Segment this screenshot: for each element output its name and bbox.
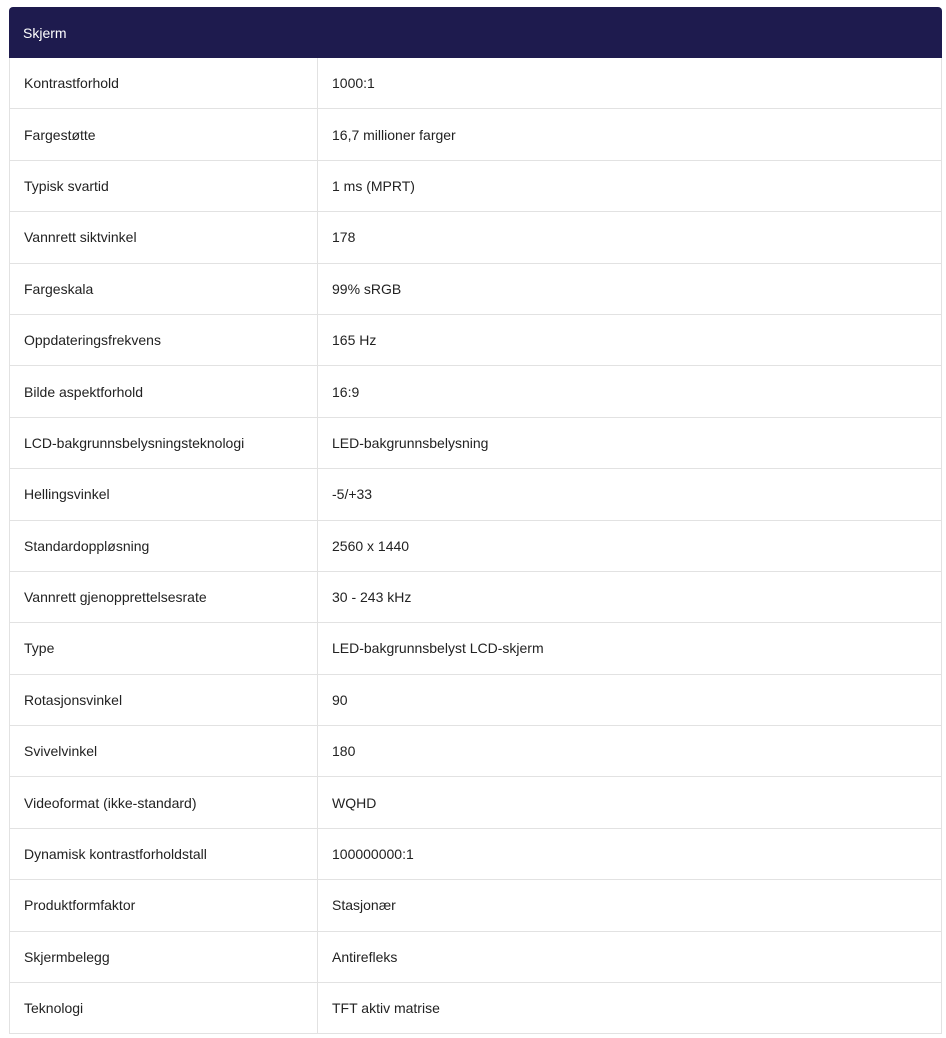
spec-row [10,212,941,263]
spec-label: Produktformfaktor [10,880,318,930]
spec-label: Fargestøtte [10,109,318,159]
spec-value: 178 [332,229,356,246]
spec-value: TFT aktiv matrise [332,1000,440,1017]
spec-label: Kontrastforhold [10,58,318,108]
spec-label: Type [10,623,318,673]
spec-label: Dynamisk kontrastforholdstall [10,829,318,879]
spec-label: Teknologi [10,983,318,1033]
spec-label: Bilde aspektforhold [10,366,318,416]
spec-value: 100000000:1 [332,846,414,863]
spec-label: Typisk svartid [10,161,318,211]
spec-row [10,675,941,726]
spec-row [10,880,941,931]
spec-section-title: Skjerm [23,24,67,41]
spec-table [9,7,942,1034]
spec-value: 2560 x 1440 [332,537,410,554]
spec-value: 16:9 [332,383,360,400]
spec-value: 90 [332,691,348,708]
spec-label: Svivelvinkel [10,726,318,776]
spec-value: Antirefleks [332,948,398,965]
spec-label: Hellingsvinkel [10,469,318,519]
spec-row [10,315,941,366]
spec-label: Standardoppløsning [10,521,318,571]
spec-row [10,264,941,315]
spec-row [10,418,941,469]
spec-row [10,161,941,212]
spec-label: Oppdateringsfrekvens [10,315,318,365]
spec-row [10,366,941,417]
spec-rows [9,58,942,1034]
spec-value: WQHD [332,794,377,811]
spec-label: Skjermbelegg [10,932,318,982]
spec-label: Fargeskala [10,264,318,314]
spec-row [10,109,941,160]
spec-value: 99% sRGB [332,280,402,297]
spec-row [10,983,941,1034]
spec-section-header[interactable] [9,7,942,58]
spec-label: Rotasjonsvinkel [10,675,318,725]
spec-row [10,932,941,983]
spec-row [10,58,941,109]
spec-row [10,521,941,572]
spec-value: 180 [332,743,356,760]
spec-value: 30 - 243 kHz [332,589,412,606]
spec-value: LED-bakgrunnsbelysning [332,434,489,451]
spec-row [10,777,941,828]
spec-value: 16,7 millioner farger [332,126,456,143]
spec-value: Stasjonær [332,897,396,914]
spec-row [10,726,941,777]
spec-label: Vannrett siktvinkel [10,212,318,262]
spec-label: LCD-bakgrunnsbelysningsteknologi [10,418,318,468]
spec-row [10,623,941,674]
spec-value: 1 ms (MPRT) [332,177,415,194]
spec-label: Vannrett gjenopprettelsesrate [10,572,318,622]
spec-value: -5/+33 [332,486,373,503]
spec-row [10,572,941,623]
spec-value: 165 Hz [332,332,377,349]
spec-row [10,469,941,520]
spec-label: Videoformat (ikke-standard) [10,777,318,827]
spec-value: 1000:1 [332,75,375,92]
spec-row [10,829,941,880]
spec-value: LED-bakgrunnsbelyst LCD-skjerm [332,640,544,657]
